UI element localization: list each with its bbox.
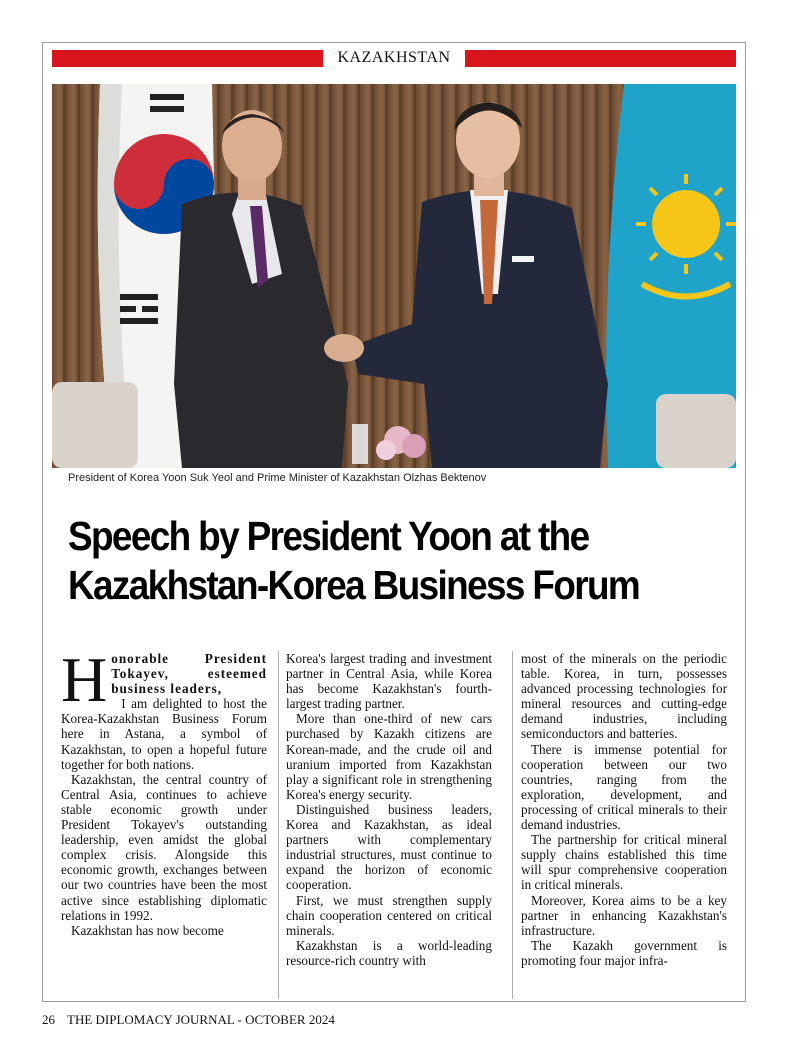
photo-illustration — [52, 84, 736, 468]
paragraph: The partnership for critical mineral supply chains established this time will spur comprehensive cooperation in critical minerals. — [521, 832, 727, 893]
column-divider — [278, 651, 279, 999]
handshake — [324, 334, 364, 362]
photo-caption: President of Korea Yoon Suk Yeol and Prime Minister of Kazakhstan Olzhas Bektenov — [68, 472, 487, 484]
section-label: KAZAKHSTAN — [337, 49, 451, 66]
left-chair — [52, 382, 138, 468]
paragraph: Kazakhstan is a world-leading resource-rich country with — [286, 937, 492, 968]
paragraph: First, we must strengthen supply chain cooperation centered on critical minerals. — [286, 892, 492, 938]
paragraph: Distinguished business leaders, Korea and Kazakhstan, as ideal partners with complementary industrial structures, must continue to expand the horizon of economic cooperation. — [286, 801, 492, 893]
salutation: onorable President Tokayev, esteemed business leaders, — [111, 651, 267, 697]
lead-paragraph — [61, 644, 267, 715]
header-bar-left — [52, 50, 323, 67]
article-column-2 — [286, 651, 492, 968]
paragraph: Kazakhstan, the central country of Central Asia, continues to achieve stable economic growth under President Tokayev's outstanding leadership, even amidst the global complex crisis. Alongside this economic growth, exchanges between our two countries have been the most active since establishing diplomatic relations in 1992. — [61, 771, 267, 923]
paragraph: Korea's largest trading and investment partner in Central Asia, while Korea has become Kazakhstan's fourth-largest trading partner. — [286, 651, 492, 712]
paragraph: There is immense potential for cooperation between our two countries, ranging from the exploration, development, and processing of critical minerals to their demand industries. — [521, 741, 727, 833]
page-number: 26 — [42, 1012, 55, 1027]
section-header — [52, 48, 736, 68]
paragraph: most of the minerals on the periodic table. Korea, in turn, possesses advanced processing technologies for mineral resources and cutting-edge demand industries, including semiconductors and batteries. — [521, 651, 727, 742]
page-footer — [42, 1012, 335, 1028]
paragraph: The Kazakh government is promoting four major infra- — [521, 937, 727, 968]
column-divider — [512, 651, 513, 999]
drop-cap: H — [61, 644, 108, 715]
paragraph: Moreover, Korea aims to be a key partner in enhancing Kazakhstan's infrastructure. — [521, 892, 727, 938]
header-bar-right — [465, 50, 736, 67]
article-column-1 — [61, 644, 267, 938]
right-chair — [656, 394, 736, 468]
publication-name: THE DIPLOMACY JOURNAL - OCTOBER 2024 — [67, 1012, 335, 1027]
paragraph: Kazakhstan has now become — [71, 922, 224, 938]
article-photo — [52, 84, 736, 468]
article-headline: Speech by President Yoon at the Kazakhstan-Korea Business Forum — [68, 513, 640, 608]
paragraph: More than one-third of new cars purchased by Kazakh citizens are Korean-made, and the crude oil and uranium imported from Kazakhstan play a significant role in strengthening Korea's energy security. — [286, 711, 492, 802]
paragraph: I am delighted to host the Korea-Kazakhstan Business Forum here in Astana, a symbol of Kazakhstan, to open a hopeful future together for both nations. — [61, 696, 267, 772]
article-column-3 — [521, 651, 727, 968]
